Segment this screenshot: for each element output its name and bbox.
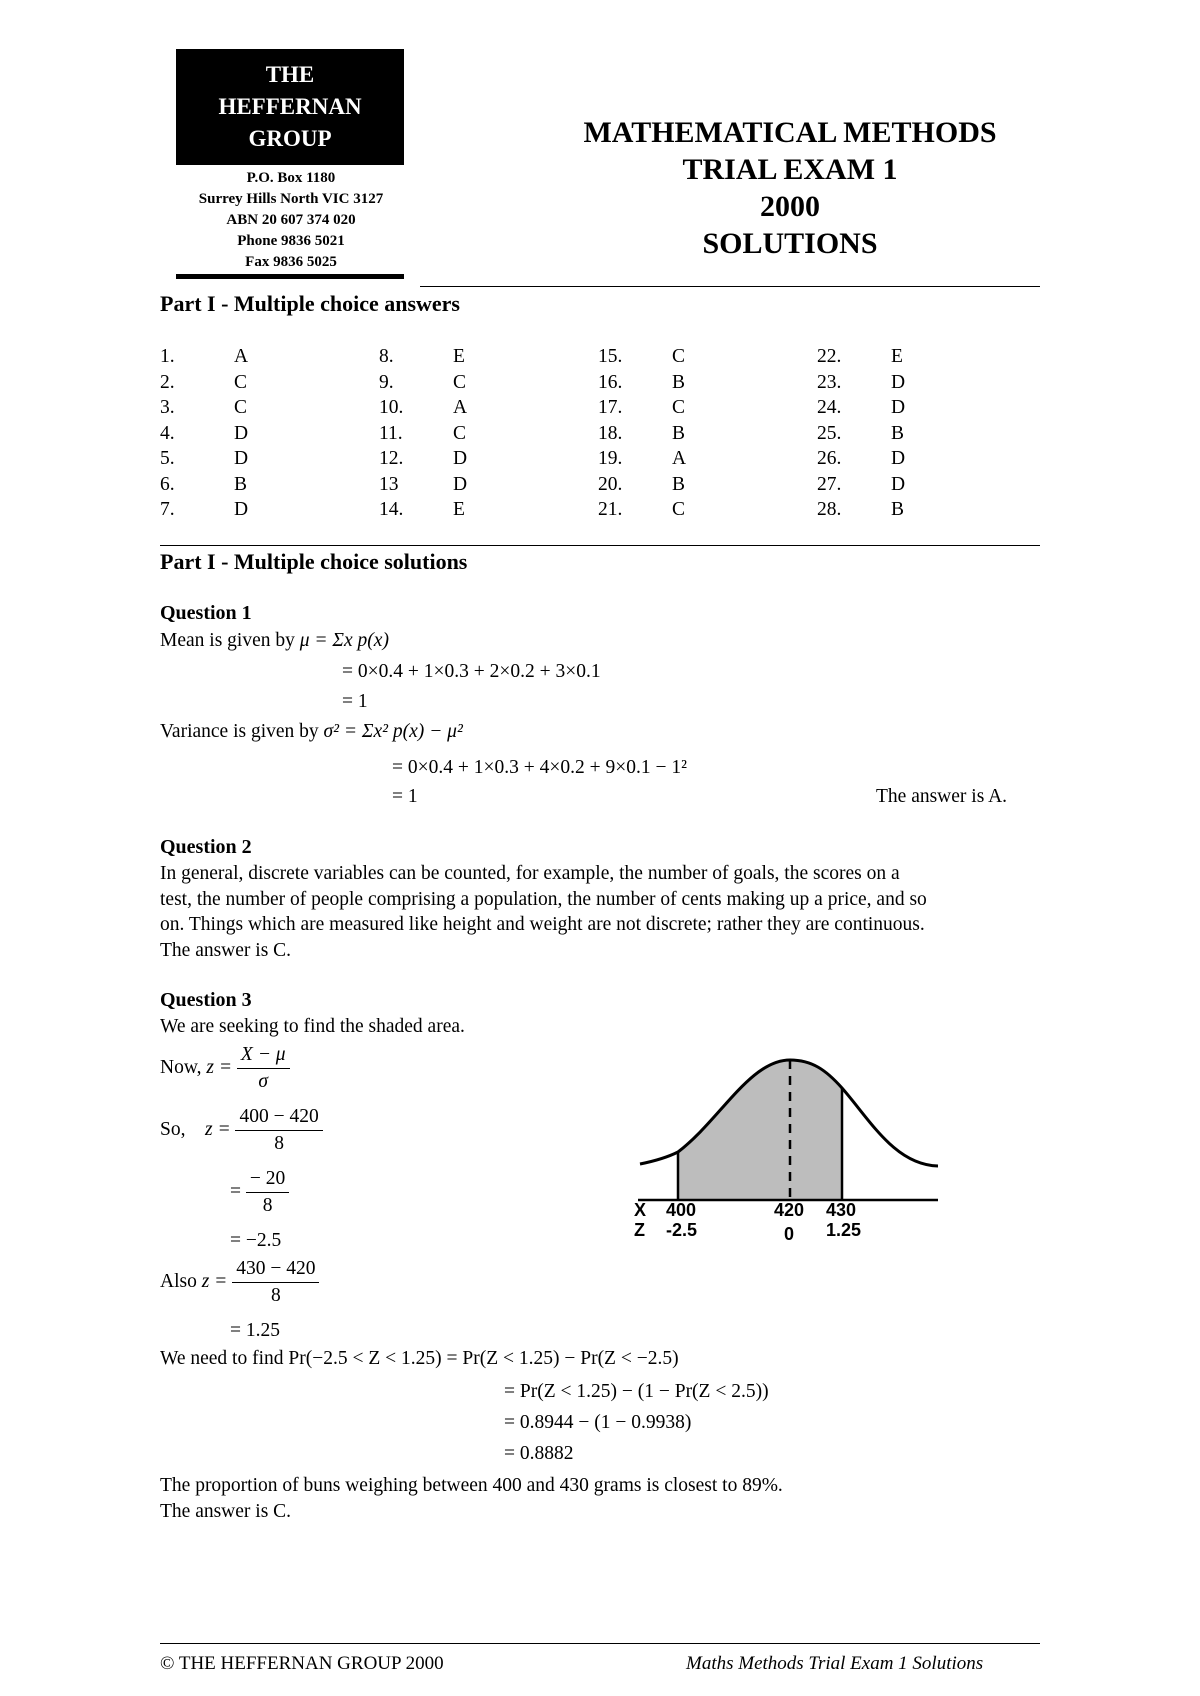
exam-title — [545, 114, 1035, 262]
answer-letter: B — [672, 371, 686, 393]
z-value-0: 0 — [784, 1224, 795, 1244]
answer-letter: C — [453, 371, 467, 393]
question-1-title: Question 1 — [160, 602, 252, 624]
q1-mean-label: Mean is given by — [160, 630, 295, 651]
logo-box — [176, 49, 404, 165]
answers-heading: Part I - Multiple choice answers — [160, 291, 460, 316]
q3-probability-line-3: = 0.8944 − (1 − 0.9938) — [504, 1412, 692, 1433]
answer-letter: D — [891, 371, 906, 393]
answer-letter: D — [234, 448, 249, 469]
q3-z-second — [160, 1256, 319, 1309]
answer-number: 26. — [817, 448, 842, 469]
answer-letter: C — [453, 422, 467, 444]
fraction-denominator: 8 — [246, 1192, 289, 1219]
q3-probability-line-2: = Pr(Z < 1.25) − (1 − Pr(Z < 2.5)) — [504, 1381, 769, 1402]
title-line: MATHEMATICAL METHODS — [583, 116, 997, 149]
fraction-numerator: − 20 — [249, 1168, 286, 1189]
answer-number: 4. — [160, 422, 175, 444]
logo-info-line: P.O. Box 1180 — [246, 170, 336, 186]
q3-z-substitution — [160, 1104, 323, 1157]
logo-info-line: ABN 20 607 374 020 — [226, 212, 356, 228]
z-value-1-25: 1.25 — [826, 1220, 862, 1240]
q3-need-label: We need to find — [160, 1348, 284, 1369]
q3-z-lhs: z = — [204, 1118, 231, 1140]
logo-line: GROUP — [248, 126, 332, 151]
q3-z-step-5: = 1.25 — [230, 1320, 280, 1341]
answer-letter: B — [891, 499, 905, 520]
answer-letter: B — [234, 473, 248, 495]
title-line: 2000 — [760, 190, 820, 223]
normal-curve-diagram — [630, 1050, 950, 1250]
q3-z-step-2: = $\frac{- 20}{8}$ — [230, 1166, 289, 1219]
answer-letter: D — [891, 448, 906, 469]
answer-number: 18. — [598, 422, 623, 444]
logo-contact-info — [160, 168, 422, 273]
logo-info-line: Fax 9836 5025 — [245, 254, 337, 270]
answer-letter: A — [453, 397, 468, 418]
question-3-title: Question 3 — [160, 989, 252, 1011]
x-axis-label: X — [634, 1200, 647, 1220]
q3-z-definition — [160, 1042, 290, 1095]
footer-copyright: © THE HEFFERNAN GROUP 2000 — [160, 1653, 444, 1674]
answer-letter: B — [672, 473, 686, 495]
fraction-numerator: 430 − 420 — [236, 1258, 316, 1279]
answer-number: 24. — [817, 397, 842, 418]
q3-probability-line-4: = 0.8882 — [504, 1443, 574, 1464]
q1-variance-step-1: = 0×0.4 + 1×0.3 + 4×0.2 + 9×0.1 − 1² — [392, 757, 687, 778]
answer-number: 8. — [379, 346, 394, 367]
q2-text-line: test, the number of people comprising a population, the number of cents making up a price, and so — [160, 889, 927, 910]
q3-z-fraction — [237, 1042, 290, 1095]
answer-letter: D — [234, 422, 249, 444]
answer-number: 6. — [160, 473, 175, 495]
answer-letter: A — [234, 346, 249, 367]
header-divider — [420, 286, 1040, 287]
answer-number: 19. — [598, 448, 623, 469]
answer-number: 13 — [379, 473, 399, 495]
answer-number: 23. — [817, 371, 842, 393]
z-value-neg-2-5: -2.5 — [666, 1220, 698, 1240]
q2-text-line: on. Things which are measured like height and weight are not discrete; rather they are continuous. — [160, 914, 925, 935]
fraction-denominator: 8 — [235, 1130, 322, 1157]
q3-z-lhs: z = — [201, 1270, 228, 1292]
answer-letter: D — [891, 397, 906, 418]
q3-also-label: Also — [160, 1270, 197, 1292]
footer-divider — [160, 1643, 1040, 1644]
answer-letter: A — [672, 448, 687, 469]
answer-number: 11. — [379, 422, 403, 444]
answer-number: 10. — [379, 397, 404, 418]
answer-number: 1. — [160, 346, 175, 367]
answer-letter: C — [234, 371, 248, 393]
q3-so-label: So, — [160, 1118, 186, 1140]
answer-letter: C — [234, 397, 248, 418]
q1-answer: The answer is A. — [876, 786, 1008, 807]
question-2-title: Question 2 — [160, 836, 252, 858]
q3-answer: The answer is C. — [160, 1501, 292, 1522]
q3-conclusion: The proportion of buns weighing between 400 and 430 grams is closest to 89%. — [160, 1475, 783, 1496]
fraction-numerator: 400 − 420 — [239, 1106, 319, 1127]
logo-info-line: Surrey Hills North VIC 3127 — [198, 191, 384, 207]
answer-letter: C — [672, 346, 686, 367]
q3-intro: We are seeking to find the shaded area. — [160, 1016, 465, 1037]
answer-letter: D — [453, 448, 468, 469]
q3-z1-fraction — [235, 1104, 322, 1157]
x-value-400: 400 — [666, 1200, 697, 1220]
logo-info-line: Phone 9836 5021 — [237, 233, 345, 249]
solutions-heading: Part I - Multiple choice solutions — [160, 549, 468, 574]
q3-probability-line-1 — [160, 1346, 679, 1372]
answer-letter: E — [453, 499, 465, 520]
q1-variance-step-2: = 1 — [392, 786, 418, 807]
q3-probability-expression: Pr(−2.5 < Z < 1.25) = Pr(Z < 1.25) − Pr(Z < −2.5) — [288, 1348, 679, 1369]
answer-number: 28. — [817, 499, 842, 520]
answer-number: 12. — [379, 448, 404, 469]
logo-line: THE — [265, 62, 315, 87]
answer-letter: D — [453, 473, 468, 495]
logo-line: HEFFERNAN — [218, 94, 362, 119]
answer-letter: D — [891, 473, 906, 495]
answer-number: 25. — [817, 422, 842, 444]
answer-number: 14. — [379, 499, 404, 520]
title-line: SOLUTIONS — [702, 227, 878, 260]
q2-text-line: In general, discrete variables can be counted, for example, the number of goals, the scores on a — [160, 863, 900, 884]
answer-number: 9. — [379, 371, 394, 393]
q3-now-label: Now, — [160, 1056, 202, 1078]
answer-number: 20. — [598, 473, 623, 495]
answer-letter: B — [891, 422, 905, 444]
q1-mean-step-1: = 0×0.4 + 1×0.3 + 2×0.2 + 3×0.1 — [342, 661, 601, 682]
z-axis-label: Z — [634, 1220, 645, 1240]
answer-number: 5. — [160, 448, 175, 469]
q2-answer: The answer is C. — [160, 940, 292, 961]
q1-mean-line — [160, 628, 389, 654]
answer-number: 16. — [598, 371, 623, 393]
x-value-430: 430 — [826, 1200, 857, 1220]
answer-letter: C — [672, 397, 686, 418]
answer-number: 21. — [598, 499, 623, 520]
fraction-denominator: 8 — [232, 1282, 319, 1309]
answer-letter: B — [672, 422, 686, 444]
q1-variance-formula: σ² = Σx² p(x) − μ² — [323, 721, 463, 742]
answer-number: 17. — [598, 397, 623, 418]
answer-letter: D — [234, 499, 249, 520]
x-value-420: 420 — [774, 1200, 805, 1220]
section-divider — [160, 545, 1040, 546]
footer-title: Maths Methods Trial Exam 1 Solutions — [686, 1653, 984, 1674]
q1-variance-label: Variance is given by — [160, 721, 319, 742]
q3-z-lhs: z = — [206, 1056, 233, 1078]
fraction-denominator: σ — [237, 1068, 290, 1095]
q1-mean-step-2: = 1 — [342, 691, 368, 712]
q1-mean-formula: μ = Σx p(x) — [299, 630, 389, 651]
q3-z2-fraction — [246, 1166, 289, 1219]
title-line: TRIAL EXAM 1 — [682, 153, 898, 186]
q3-z-step-3: = −2.5 — [230, 1230, 282, 1251]
answer-number: 2. — [160, 371, 175, 393]
q3-z4-fraction — [232, 1256, 319, 1309]
q1-variance-line — [160, 719, 463, 745]
answer-number: 27. — [817, 473, 842, 495]
answer-number: 7. — [160, 499, 175, 520]
fraction-numerator: X − μ — [240, 1044, 286, 1065]
answer-letter: C — [672, 499, 686, 520]
answer-number: 22. — [817, 346, 842, 367]
logo-underline — [176, 274, 404, 279]
answer-letter: E — [453, 346, 465, 367]
answer-number: 15. — [598, 346, 623, 367]
answer-letter: E — [891, 346, 903, 367]
answer-number: 3. — [160, 397, 175, 418]
